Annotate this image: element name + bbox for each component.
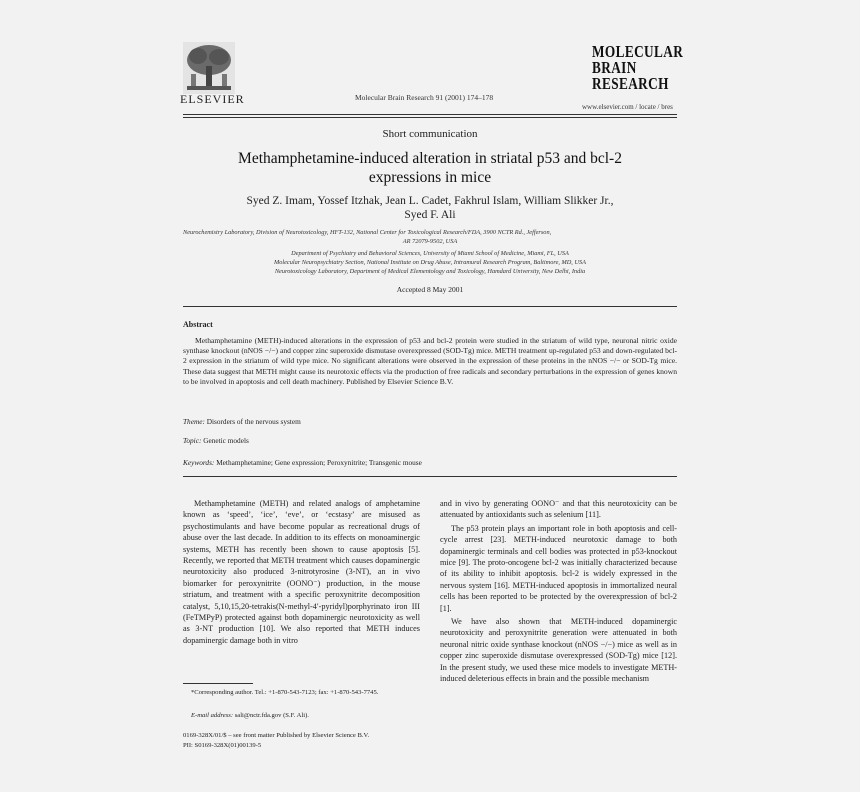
journal-logo-line-1: MOLECULAR xyxy=(592,42,684,61)
affiliation-a-line-1: Neurochemistry Laboratory, Division of Neurotoxicology, HFT-132, National Center for Toxicological Research/FDA, 3900 NCTR Rd., Jefferson, xyxy=(183,229,552,236)
authors-line-1: Syed Z. Imam, Yossef Itzhak, Jean L. Cadet, Fakhrul Islam, William Slikker Jr., xyxy=(246,195,614,207)
email-label: E-mail address: xyxy=(191,712,234,719)
theme-value: Disorders of the nervous system xyxy=(206,417,301,426)
email-address[interactable]: sali@nctr.fda.gov (S.F. Ali). xyxy=(234,712,309,719)
journal-logo xyxy=(592,44,683,92)
affiliation-d: Neurotoxicology Laboratory, Department of Medical Elementology and Toxicology, Hamdard University, New Delhi, India xyxy=(274,268,586,275)
topic-line xyxy=(183,436,249,445)
journal-reference: Molecular Brain Research 91 (2001) 174–178 xyxy=(355,93,494,102)
publisher-name: ELSEVIER xyxy=(180,92,245,106)
body-top-rule xyxy=(183,476,677,477)
abstract-text: Methamphetamine (METH)-induced alterations in the expression of p53 and bcl-2 protein were studied in the striatum of wild type, neuronal nitric oxide synthase knockout (nNOS −/−) and copper zinc superoxide dismutase overexpressed (SOD-Tg) mice. METH treatment up-regulated p53 and down-regulated bcl-2 expression in the striatum of wild type mice. No significant alterations were observed in the expression of these proteins in the nNOS −/− or SOD-Tg mice. These data suggest that METH might cause its neurotoxic effects via the production of free radicals and secondary perturbations in the expression of genes known to be involved in apoptosis and cell death machinery. Published by Elsevier Science B.V. xyxy=(183,336,677,386)
body-column-right xyxy=(440,498,677,685)
affiliation-b: Department of Psychiatry and Behavioral Sciences, University of Miami School of Medicine, Miami, FL, USA xyxy=(291,250,569,257)
theme-line xyxy=(183,417,301,426)
body-paragraph: Methamphetamine (METH) and related analogs of amphetamine known as ‘speed’, ‘ice’, ‘eve’, or ‘ecstasy’ are misused as psychostimulants and have become popular as recreational drugs of abuse over the last decade. In addition to its effects on monoaminergic systems, METH has recently been shown to cause apoptosis [5]. Recently, we reported that METH treatment which causes dopaminergic neurotoxicity also produced 3-nitrotyrosine (3-NT), an in vivo biomarker for peroxynitrite (OONO⁻) production, in the mouse striatum, and treatment with a specific peroxynitrite decomposition catalyst, 5,10,15,20-tetrakis(N-methyl-4′-pyridyl)porphyrinato iron III (FeTMPyP) protected against both dopaminergic neurotoxicity as well as 3-NT production [10]. We also reported that METH induces dopaminergic damage both in vitro xyxy=(183,499,420,645)
article-title xyxy=(183,149,677,187)
article-type: Short communication xyxy=(382,128,478,140)
theme-label: Theme: xyxy=(183,417,205,426)
pii-line: PII: S0169-328X(01)00139-5 xyxy=(183,742,262,749)
corresponding-author-footnote: *Corresponding author. Tel.: +1-870-543-7123; fax: +1-870-543-7745. xyxy=(191,689,379,696)
header-rule-thin xyxy=(183,117,677,118)
author-list xyxy=(183,194,677,222)
topic-value: Genetic models xyxy=(203,436,249,445)
abstract-heading: Abstract xyxy=(183,320,213,329)
email-footnote xyxy=(183,711,420,720)
body-paragraph: and in vivo by generating OONO⁻ and that this neurotoxicity can be attenuated by antioxidants such as selenium [11]. xyxy=(440,499,677,520)
title-line-2: expressions in mice xyxy=(368,169,492,186)
affiliation-a xyxy=(183,229,677,246)
body-column-left xyxy=(183,498,420,646)
keywords-line xyxy=(183,458,422,467)
journal-logo-line-2: BRAIN xyxy=(592,58,637,77)
journal-logo-line-3: RESEARCH xyxy=(592,74,669,93)
body-paragraph: We have also shown that METH-induced dopaminergic neurotoxicity and peroxynitrite generation were attenuated in both neuronal nitric oxide synthase knockout (nNOS −/−) mice as well as in copper zinc superoxide dismutase overexpressed (SOD-Tg) mice [12]. In the present study, we used these mice models to investigate METH-induced deleterious effects in brain and the possible mechanism xyxy=(440,617,677,684)
keywords-value: Methamphetamine; Gene expression; Peroxynitrite; Transgenic mouse xyxy=(216,458,422,467)
affiliation-a-line-2: AR 72079-9502, USA xyxy=(402,237,458,245)
header-rule xyxy=(183,114,677,115)
accepted-date: Accepted 8 May 2001 xyxy=(396,285,464,294)
journal-url[interactable]: www.elsevier.com / locate / bres xyxy=(582,103,673,111)
abstract-top-rule xyxy=(183,306,677,307)
body-paragraph: The p53 protein plays an important role in both apoptosis and cell-cycle arrest [23]. METH-induced neurotoxic damage to both dopaminergic terminals and cell bodies was protected in p53-knockout mice [9]. The proto-oncogene bcl-2 was initially characterized because of its ability to inhibit apoptosis. bcl-2 is widely expressed in the nervous system [16]. METH-induced apoptosis in immortalized neural cells has been reported to be protected by the overexpression of bcl-2 [1]. xyxy=(440,523,677,613)
topic-label: Topic: xyxy=(183,436,202,445)
footnote-rule xyxy=(183,683,253,684)
title-line-1: Methamphetamine-induced alteration in striatal p53 and bcl-2 xyxy=(238,150,622,167)
authors-line-2: Syed F. Ali xyxy=(404,209,456,221)
elsevier-tree-logo xyxy=(183,42,235,94)
affiliation-c: Molecular Neuropsychiatry Section, National Institute on Drug Abuse, Intramural Research Program, Baltimore, MD, USA xyxy=(273,259,586,266)
keywords-label: Keywords: xyxy=(183,458,215,467)
copyright-line: 0169-328X/01/$ – see front matter Published by Elsevier Science B.V. xyxy=(183,732,370,739)
